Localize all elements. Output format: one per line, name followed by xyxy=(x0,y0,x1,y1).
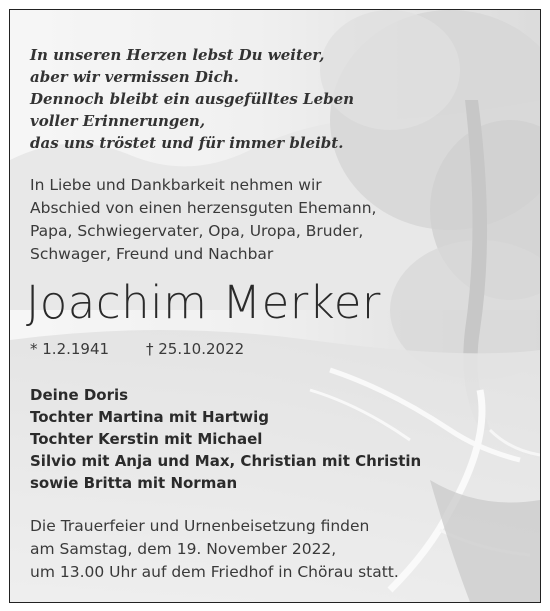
intro-line: Papa, Schwiegervater, Opa, Uropa, Bruder, xyxy=(30,222,364,240)
mourner-line: Silvio mit Anja und Max, Christian mit Christin xyxy=(30,452,422,470)
mourner-line: sowie Britta mit Norman xyxy=(30,474,238,492)
notice-text xyxy=(10,10,540,602)
mourner-line: Tochter Kerstin mit Michael xyxy=(30,430,263,448)
poem-line: das uns tröstet und für immer bleibt. xyxy=(30,134,344,152)
funeral-info-line: Die Trauerfeier und Urnenbeisetzung finden xyxy=(30,517,370,535)
poem-line: In unseren Herzen lebst Du weiter, xyxy=(30,46,325,64)
deceased-name: Joachim Merker xyxy=(26,276,381,329)
death-date: † 25.10.2022 xyxy=(146,340,245,358)
intro-line: In Liebe und Dankbarkeit nehmen wir xyxy=(30,176,322,194)
birth-date: * 1.2.1941 xyxy=(30,340,110,358)
mourner-line: Deine Doris xyxy=(30,386,129,404)
funeral-info-line: um 13.00 Uhr auf dem Friedhof in Chörau statt. xyxy=(30,563,399,581)
funeral-info-line: am Samstag, dem 19. November 2022, xyxy=(30,540,337,558)
intro-line: Schwager, Freund und Nachbar xyxy=(30,245,274,263)
poem-line: voller Erinnerungen, xyxy=(30,112,206,130)
poem-line: Dennoch bleibt ein ausgefülltes Leben xyxy=(30,90,355,108)
intro-line: Abschied von einen herzensguten Ehemann, xyxy=(30,199,377,217)
mourner-line: Tochter Martina mit Hartwig xyxy=(30,408,270,426)
poem-line: aber wir vermissen Dich. xyxy=(30,68,239,86)
obituary-notice xyxy=(9,9,541,603)
